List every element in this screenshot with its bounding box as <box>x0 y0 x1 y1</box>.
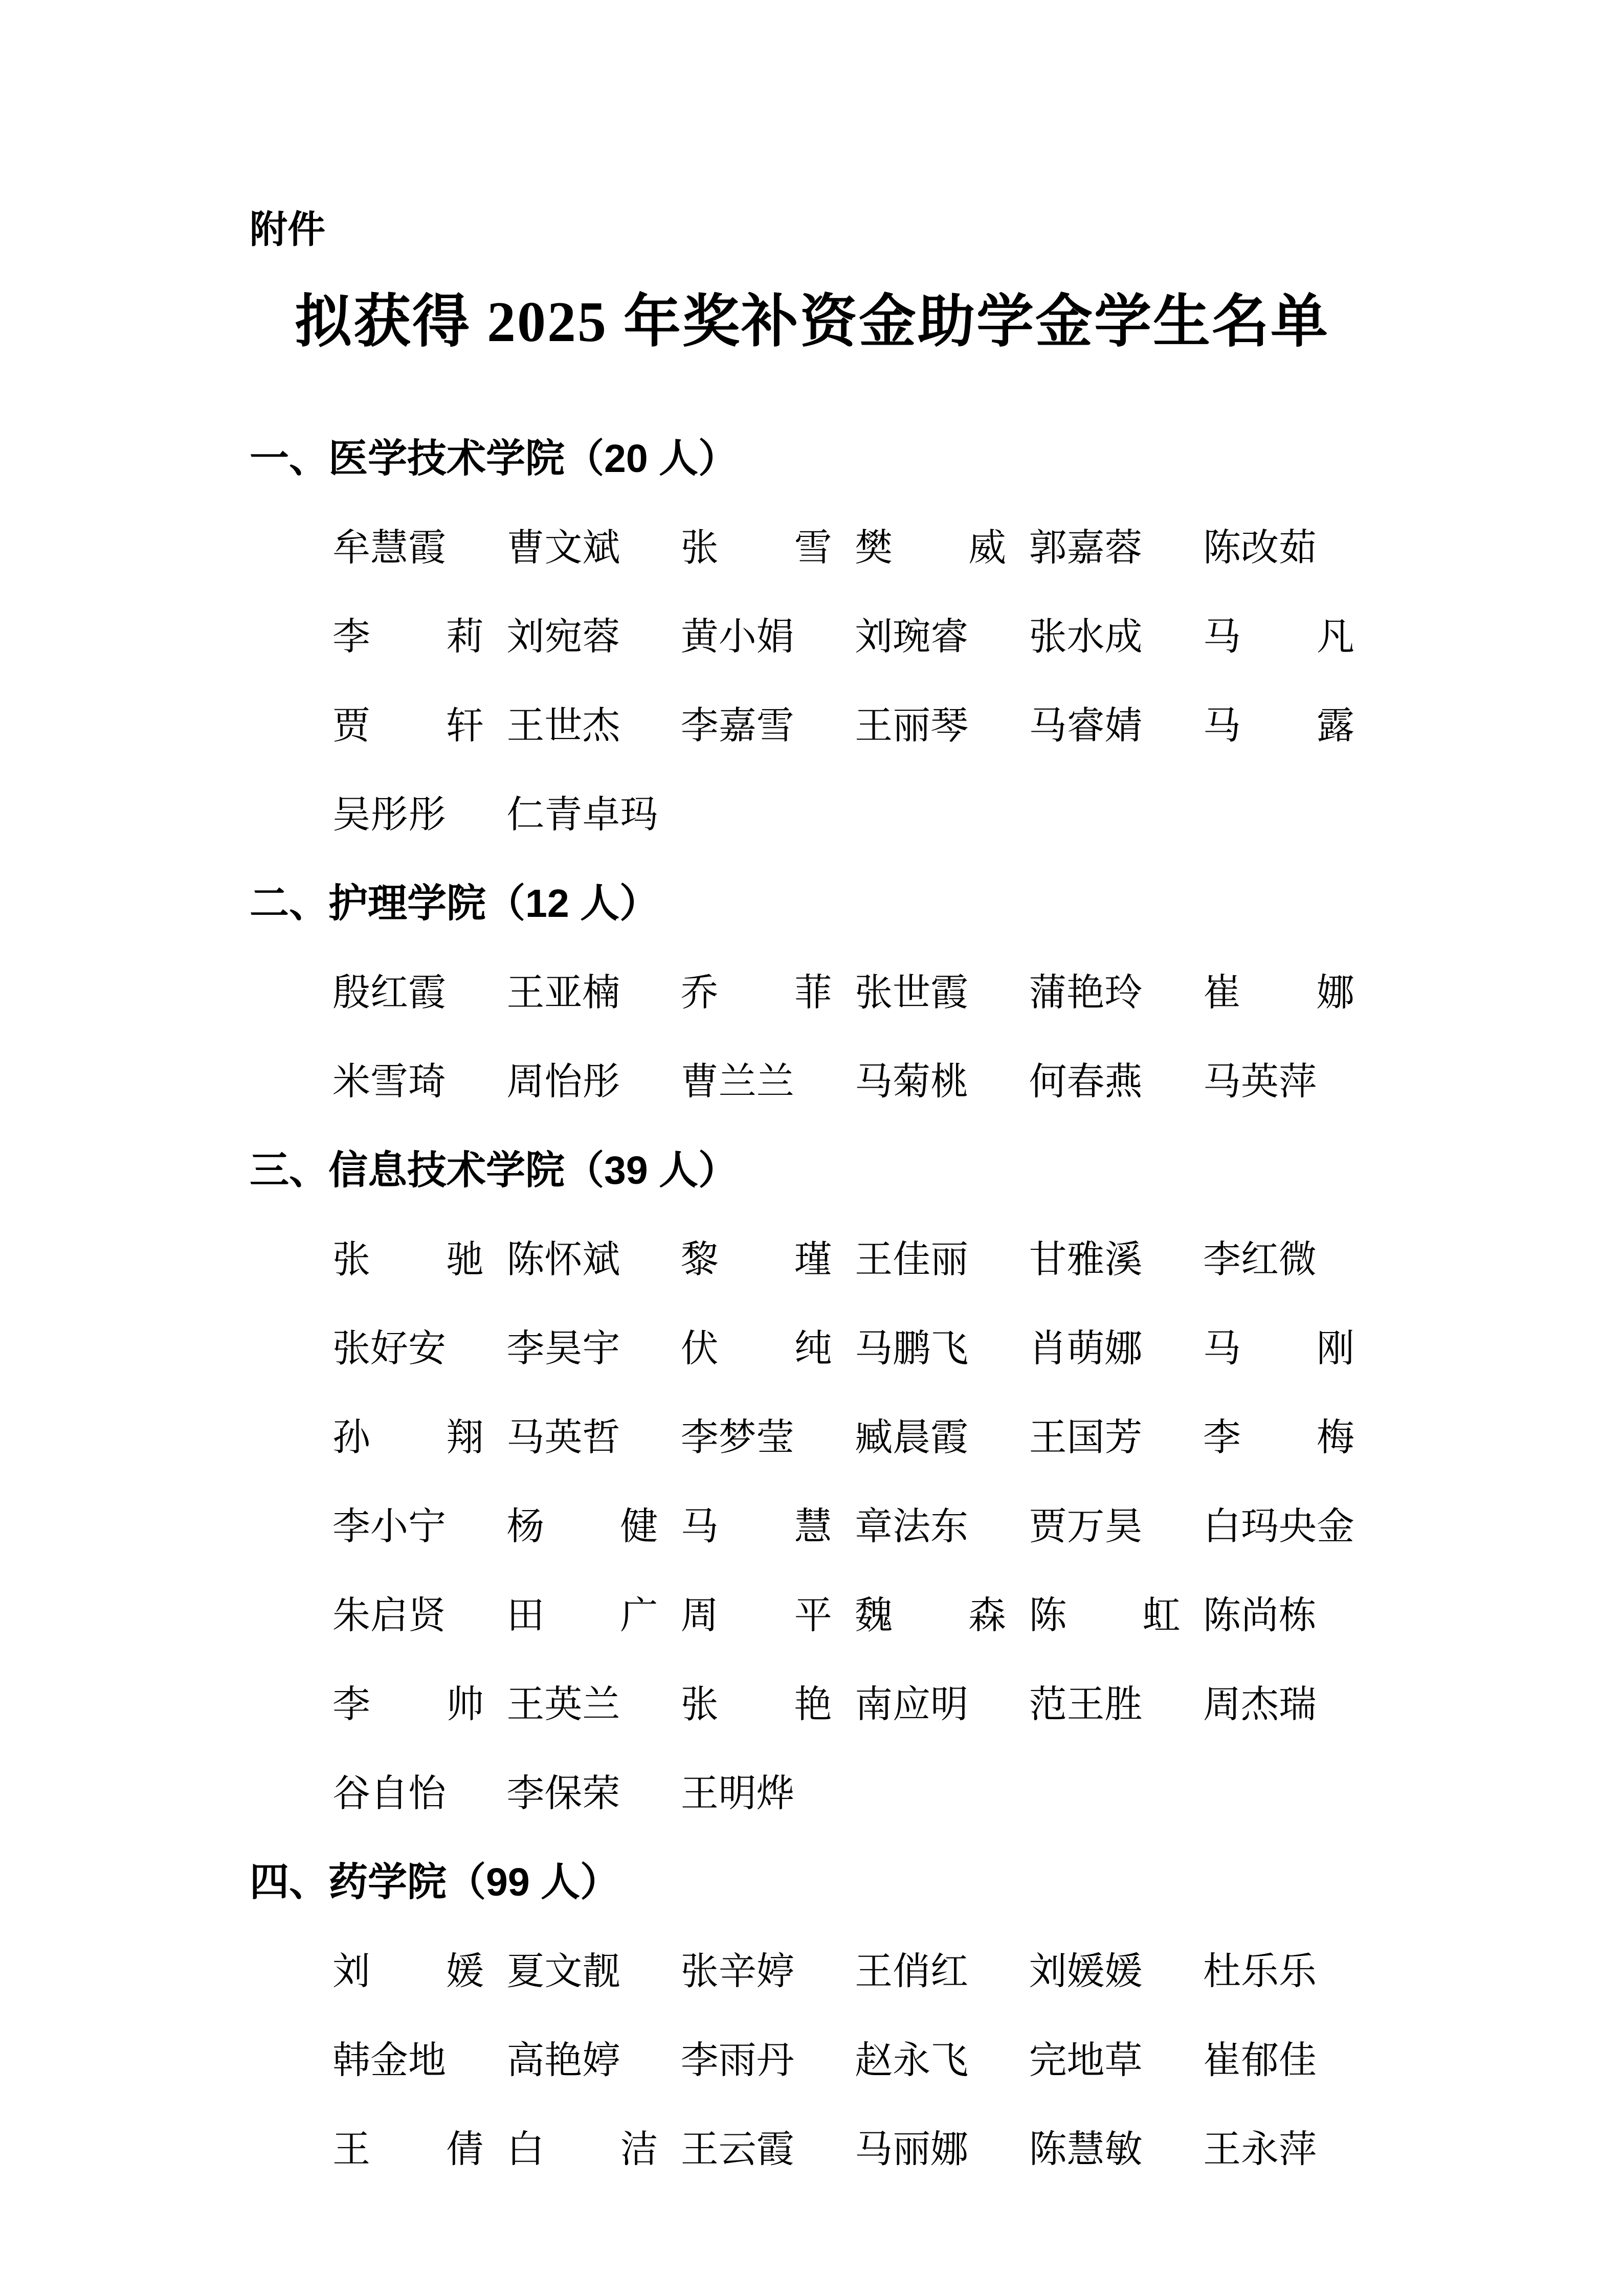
student-name: 马睿婧 <box>1029 705 1143 747</box>
student-name: 马菊桃 <box>855 1061 969 1103</box>
section-heading: 二、护理学院（12 人） <box>250 882 659 926</box>
section-rows <box>250 945 1624 1123</box>
student-name: 曹文斌 <box>506 527 620 569</box>
student-name: 李保荣 <box>506 1772 620 1815</box>
student-name: 王明烨 <box>680 1772 794 1815</box>
student-name: 樊 威 <box>855 527 1007 569</box>
student-name: 王丽琴 <box>855 705 969 747</box>
section <box>250 1835 1624 2191</box>
student-name: 李昊宇 <box>506 1327 620 1370</box>
name-row <box>250 2013 1624 2102</box>
student-name: 谷自怡 <box>332 1772 446 1815</box>
student-name: 范王胜 <box>1029 1683 1143 1726</box>
document-title: 拟获得 2025 年奖补资金助学金学生名单 <box>295 290 1329 354</box>
section-rows <box>250 1924 1624 2191</box>
student-name: 张 艳 <box>680 1683 832 1726</box>
name-row <box>250 1212 1624 1301</box>
student-name: 蒲艳玲 <box>1029 972 1143 1014</box>
student-name: 韩金地 <box>332 2039 446 2082</box>
name-row <box>250 1390 1624 1479</box>
student-name: 张辛婷 <box>680 1950 794 1993</box>
student-name: 章法东 <box>855 1505 969 1548</box>
student-name: 曹兰兰 <box>680 1061 794 1103</box>
student-name: 崔 娜 <box>1203 972 1354 1014</box>
name-row <box>250 1568 1624 1657</box>
student-name: 李梦莹 <box>680 1416 794 1459</box>
name-row <box>250 1924 1624 2013</box>
student-name: 王世杰 <box>506 705 620 747</box>
student-name: 李 莉 <box>332 616 484 658</box>
name-row <box>250 589 1624 678</box>
student-name: 何春燕 <box>1029 1061 1143 1103</box>
student-name: 朱启贤 <box>332 1594 446 1637</box>
student-name: 周 平 <box>680 1594 832 1637</box>
student-name: 王亚楠 <box>506 972 620 1014</box>
student-name: 肖萌娜 <box>1029 1327 1143 1370</box>
name-row <box>250 767 1624 856</box>
student-name: 马鹏飞 <box>855 1327 969 1370</box>
student-name: 魏 森 <box>855 1594 1007 1637</box>
student-name: 马 凡 <box>1203 616 1354 658</box>
student-name: 贾 轩 <box>332 705 484 747</box>
student-name: 南应明 <box>855 1683 969 1726</box>
name-row <box>250 678 1624 767</box>
name-row <box>250 500 1624 589</box>
student-name: 张 驰 <box>332 1239 484 1281</box>
student-name: 王英兰 <box>506 1683 620 1726</box>
student-name: 孙 翔 <box>332 1416 484 1459</box>
student-name: 王 倩 <box>332 2128 484 2171</box>
student-name: 陈慧敏 <box>1029 2128 1143 2171</box>
student-name: 张好安 <box>332 1327 446 1370</box>
student-name: 乔 菲 <box>680 972 832 1014</box>
student-name: 贾万昊 <box>1029 1505 1143 1548</box>
student-name: 马丽娜 <box>855 2128 969 2171</box>
student-name: 刘 媛 <box>332 1950 484 1993</box>
name-row <box>250 1479 1624 1568</box>
name-row <box>250 1657 1624 1746</box>
student-name: 李嘉雪 <box>680 705 794 747</box>
student-name: 李 梅 <box>1203 1416 1354 1459</box>
student-name: 陈尚栋 <box>1203 1594 1317 1637</box>
student-name: 米雪琦 <box>332 1061 446 1103</box>
student-name: 陈 虹 <box>1029 1594 1181 1637</box>
student-name: 陈怀斌 <box>506 1239 620 1281</box>
name-row <box>250 1746 1624 1835</box>
student-name: 陈改茹 <box>1203 527 1317 569</box>
student-name: 刘媛媛 <box>1029 1950 1143 1993</box>
name-row <box>250 945 1624 1034</box>
student-name: 李 帅 <box>332 1683 484 1726</box>
student-name: 白玛央金 <box>1203 1505 1354 1548</box>
student-name: 周怡彤 <box>506 1061 620 1103</box>
name-row <box>250 1034 1624 1123</box>
student-name: 马英萍 <box>1203 1061 1317 1103</box>
student-name: 李雨丹 <box>680 2039 794 2082</box>
student-name: 夏文靓 <box>506 1950 620 1993</box>
student-name: 王俏红 <box>855 1950 969 1993</box>
student-name: 吴彤彤 <box>332 794 446 836</box>
student-name: 王永萍 <box>1203 2128 1317 2171</box>
student-name: 白 洁 <box>506 2128 658 2171</box>
student-name: 殷红霞 <box>332 972 446 1014</box>
student-name: 刘宛蓉 <box>506 616 620 658</box>
student-name: 王佳丽 <box>855 1239 969 1281</box>
student-name: 张世霞 <box>855 972 969 1014</box>
sections <box>0 411 1624 2191</box>
student-name: 马 慧 <box>680 1505 832 1548</box>
student-name: 李小宁 <box>332 1505 446 1548</box>
name-row <box>250 1301 1624 1390</box>
student-name: 刘琬睿 <box>855 616 969 658</box>
student-name: 张 雪 <box>680 527 832 569</box>
attachment-label: 附件 <box>250 208 325 251</box>
section <box>250 856 1624 1123</box>
student-name: 臧晨霞 <box>855 1416 969 1459</box>
student-name: 伏 纯 <box>680 1327 832 1370</box>
student-name: 杜乐乐 <box>1203 1950 1317 1993</box>
student-name: 周杰瑞 <box>1203 1683 1317 1726</box>
student-name: 完地草 <box>1029 2039 1143 2082</box>
student-name: 马英哲 <box>506 1416 620 1459</box>
student-name: 田 广 <box>506 1594 658 1637</box>
section-heading: 三、信息技术学院（39 人） <box>250 1149 738 1193</box>
student-name: 黄小娟 <box>680 616 794 658</box>
student-name: 黎 瑾 <box>680 1239 832 1281</box>
name-row <box>250 2102 1624 2191</box>
student-name: 李红微 <box>1203 1239 1317 1281</box>
student-name: 马 刚 <box>1203 1327 1354 1370</box>
student-name: 王国芳 <box>1029 1416 1143 1459</box>
section <box>250 411 1624 856</box>
student-name: 王云霞 <box>680 2128 794 2171</box>
student-name: 崔郁佳 <box>1203 2039 1317 2082</box>
student-name: 马 露 <box>1203 705 1354 747</box>
student-name: 郭嘉蓉 <box>1029 527 1143 569</box>
student-name: 赵永飞 <box>855 2039 969 2082</box>
section-rows <box>250 1212 1624 1835</box>
student-name: 甘雅溪 <box>1029 1239 1143 1281</box>
student-name: 张水成 <box>1029 616 1143 658</box>
student-name: 牟慧霞 <box>332 527 446 569</box>
student-name: 高艳婷 <box>506 2039 620 2082</box>
section-heading: 四、药学院（99 人） <box>250 1860 620 1905</box>
student-name: 杨 健 <box>506 1505 658 1548</box>
student-name: 仁青卓玛 <box>506 794 658 836</box>
section-heading: 一、医学技术学院（20 人） <box>250 437 738 481</box>
section-rows <box>250 500 1624 856</box>
section <box>250 1123 1624 1835</box>
